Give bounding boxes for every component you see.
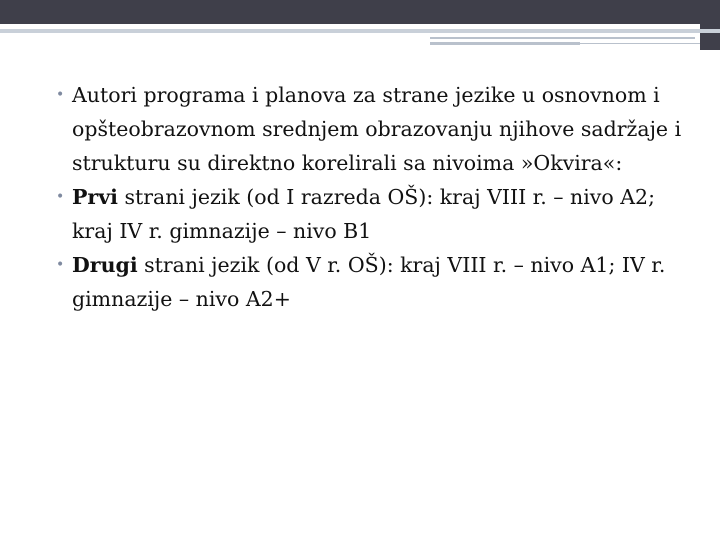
header-bar [0, 0, 720, 24]
bullet-icon: • [56, 189, 65, 205]
bullet-item-drugi [50, 248, 700, 316]
bullet-bold-text: Drugi [72, 253, 138, 277]
bullet-icon: • [56, 87, 65, 103]
bullet-item-autori [50, 78, 700, 180]
bullet-text: strani jezik (od V r. OŠ): kraj VIII r. – nivo A1; IV r. gimnazije – nivo A2+ [72, 253, 666, 311]
header-accent-line-short [430, 42, 580, 45]
header-accent-line [430, 37, 695, 39]
bullet-text: Autori programa i planova za strane jezike u osnovnom i opšteobrazovnom srednjem obrazovanju njihove sadržaje i strukturu su direktno korelirali sa nivoima »Okvira«: [72, 83, 682, 175]
bullet-item-prvi [50, 180, 700, 248]
bullet-text: strani jezik (od I razreda OŠ): kraj VIII r. – nivo A2; kraj IV r. gimnazije – nivo B1 [72, 185, 655, 243]
header-divider-line [0, 29, 720, 33]
header-corner-block [700, 0, 720, 50]
slide-content [50, 78, 700, 316]
bullet-icon: • [56, 257, 65, 273]
bullet-bold-text: Prvi [72, 185, 118, 209]
header-accent-line-thin [580, 43, 700, 44]
